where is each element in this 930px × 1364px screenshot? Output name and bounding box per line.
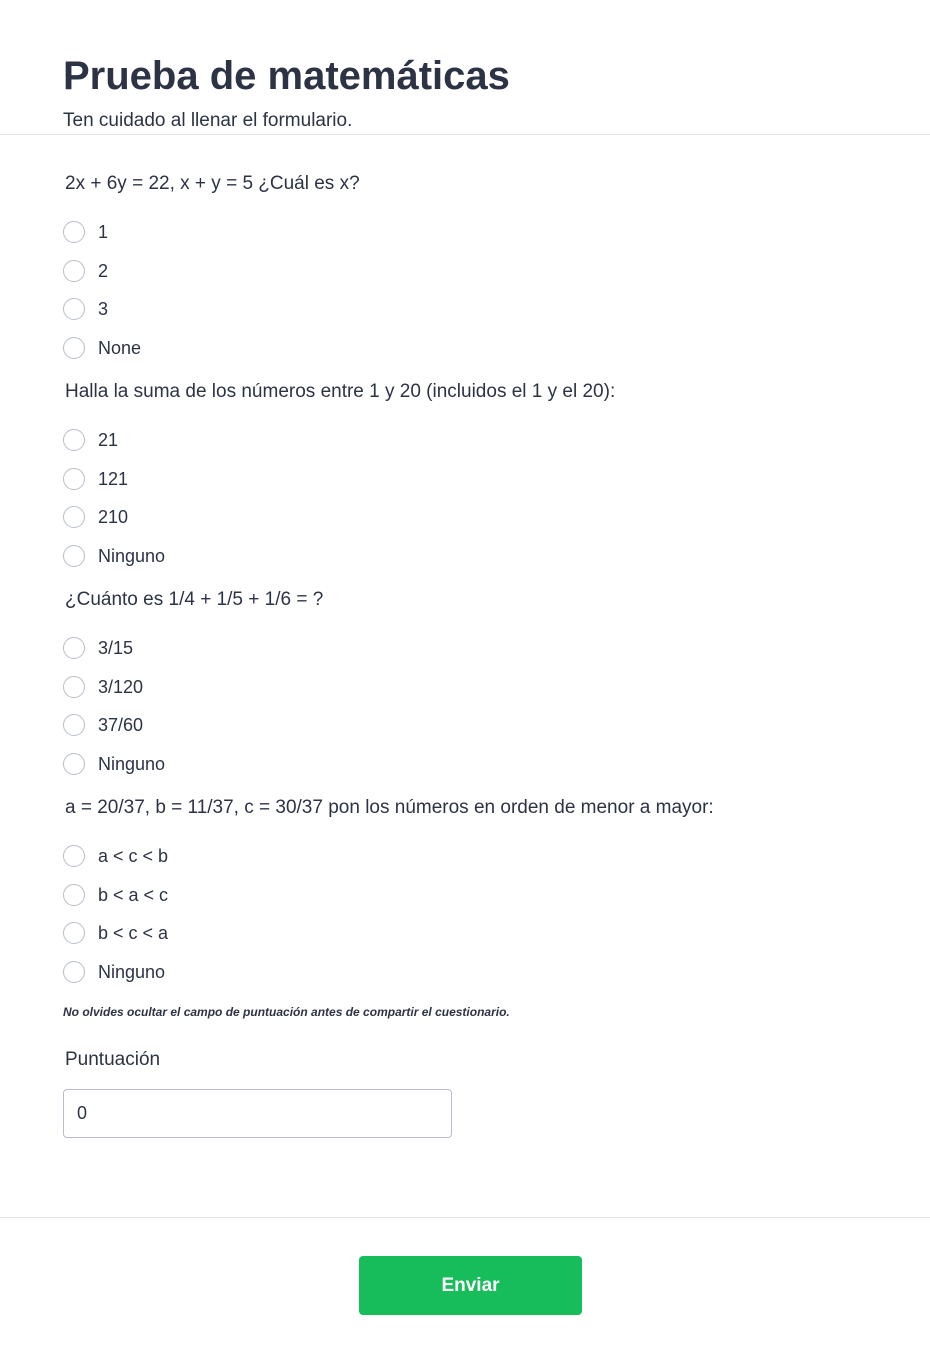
radio-option[interactable] xyxy=(63,706,865,745)
radio-button[interactable] xyxy=(63,753,85,775)
form-footer xyxy=(0,1217,930,1296)
radio-button[interactable] xyxy=(63,506,85,528)
form-content xyxy=(0,135,930,1138)
radio-button[interactable] xyxy=(63,468,85,490)
form-header xyxy=(0,0,930,135)
option-label: Ninguno xyxy=(98,961,166,982)
option-label: 1 xyxy=(98,222,109,243)
radio-option[interactable] xyxy=(63,329,865,368)
option-label: None xyxy=(98,337,142,358)
radio-button[interactable] xyxy=(63,961,85,983)
radio-option[interactable] xyxy=(63,290,865,329)
radio-button[interactable] xyxy=(63,429,85,451)
radio-option[interactable] xyxy=(63,629,865,668)
score-input[interactable] xyxy=(63,1089,452,1138)
option-label: b < a < c xyxy=(98,884,169,905)
question-1 xyxy=(65,173,865,367)
radio-option[interactable] xyxy=(63,421,865,460)
radio-option[interactable] xyxy=(63,953,865,992)
option-label: 3/120 xyxy=(98,676,144,697)
radio-button[interactable] xyxy=(63,676,85,698)
radio-option[interactable] xyxy=(63,460,865,499)
radio-option[interactable] xyxy=(63,213,865,252)
radio-button[interactable] xyxy=(63,845,85,867)
question-label: a = 20/37, b = 11/37, c = 30/37 pon los números en orden de menor a mayor: xyxy=(65,797,714,818)
radio-button[interactable] xyxy=(63,884,85,906)
radio-button[interactable] xyxy=(63,922,85,944)
radio-button[interactable] xyxy=(63,637,85,659)
radio-button[interactable] xyxy=(63,545,85,567)
question-3 xyxy=(65,589,865,783)
radio-option[interactable] xyxy=(63,668,865,707)
question-4 xyxy=(65,797,865,991)
option-label: b < c < a xyxy=(98,923,169,944)
option-label: 21 xyxy=(98,430,119,451)
option-label: Ninguno xyxy=(98,545,166,566)
form-title: Prueba de matemáticas xyxy=(63,54,510,98)
question-label: ¿Cuánto es 1/4 + 1/5 + 1/6 = ? xyxy=(65,589,324,610)
option-label: a < c < b xyxy=(98,846,169,867)
radio-option[interactable] xyxy=(63,498,865,537)
question-2 xyxy=(65,381,865,575)
submit-button[interactable]: Enviar xyxy=(359,1256,582,1315)
option-label: 210 xyxy=(98,507,129,528)
option-label: 121 xyxy=(98,468,129,489)
radio-button[interactable] xyxy=(63,298,85,320)
radio-option[interactable] xyxy=(63,745,865,784)
score-note: No olvides ocultar el campo de puntuación antes de compartir el cuestionario. xyxy=(63,1005,510,1019)
question-label: Halla la suma de los números entre 1 y 20 (incluidos el 1 y el 20): xyxy=(65,381,616,402)
radio-option[interactable] xyxy=(63,876,865,915)
score-label: Puntuación xyxy=(65,1049,161,1070)
radio-button[interactable] xyxy=(63,714,85,736)
option-label: 3 xyxy=(98,299,109,320)
option-label: Ninguno xyxy=(98,753,166,774)
radio-button[interactable] xyxy=(63,260,85,282)
radio-option[interactable] xyxy=(63,914,865,953)
option-label: 3/15 xyxy=(98,638,134,659)
form-subtitle: Ten cuidado al llenar el formulario. xyxy=(63,110,353,131)
question-label: 2x + 6y = 22, x + y = 5 ¿Cuál es x? xyxy=(65,173,360,194)
radio-button[interactable] xyxy=(63,221,85,243)
radio-option[interactable] xyxy=(63,837,865,876)
radio-option[interactable] xyxy=(63,252,865,291)
radio-button[interactable] xyxy=(63,337,85,359)
option-label: 2 xyxy=(98,260,109,281)
option-label: 37/60 xyxy=(98,715,144,736)
radio-option[interactable] xyxy=(63,537,865,576)
